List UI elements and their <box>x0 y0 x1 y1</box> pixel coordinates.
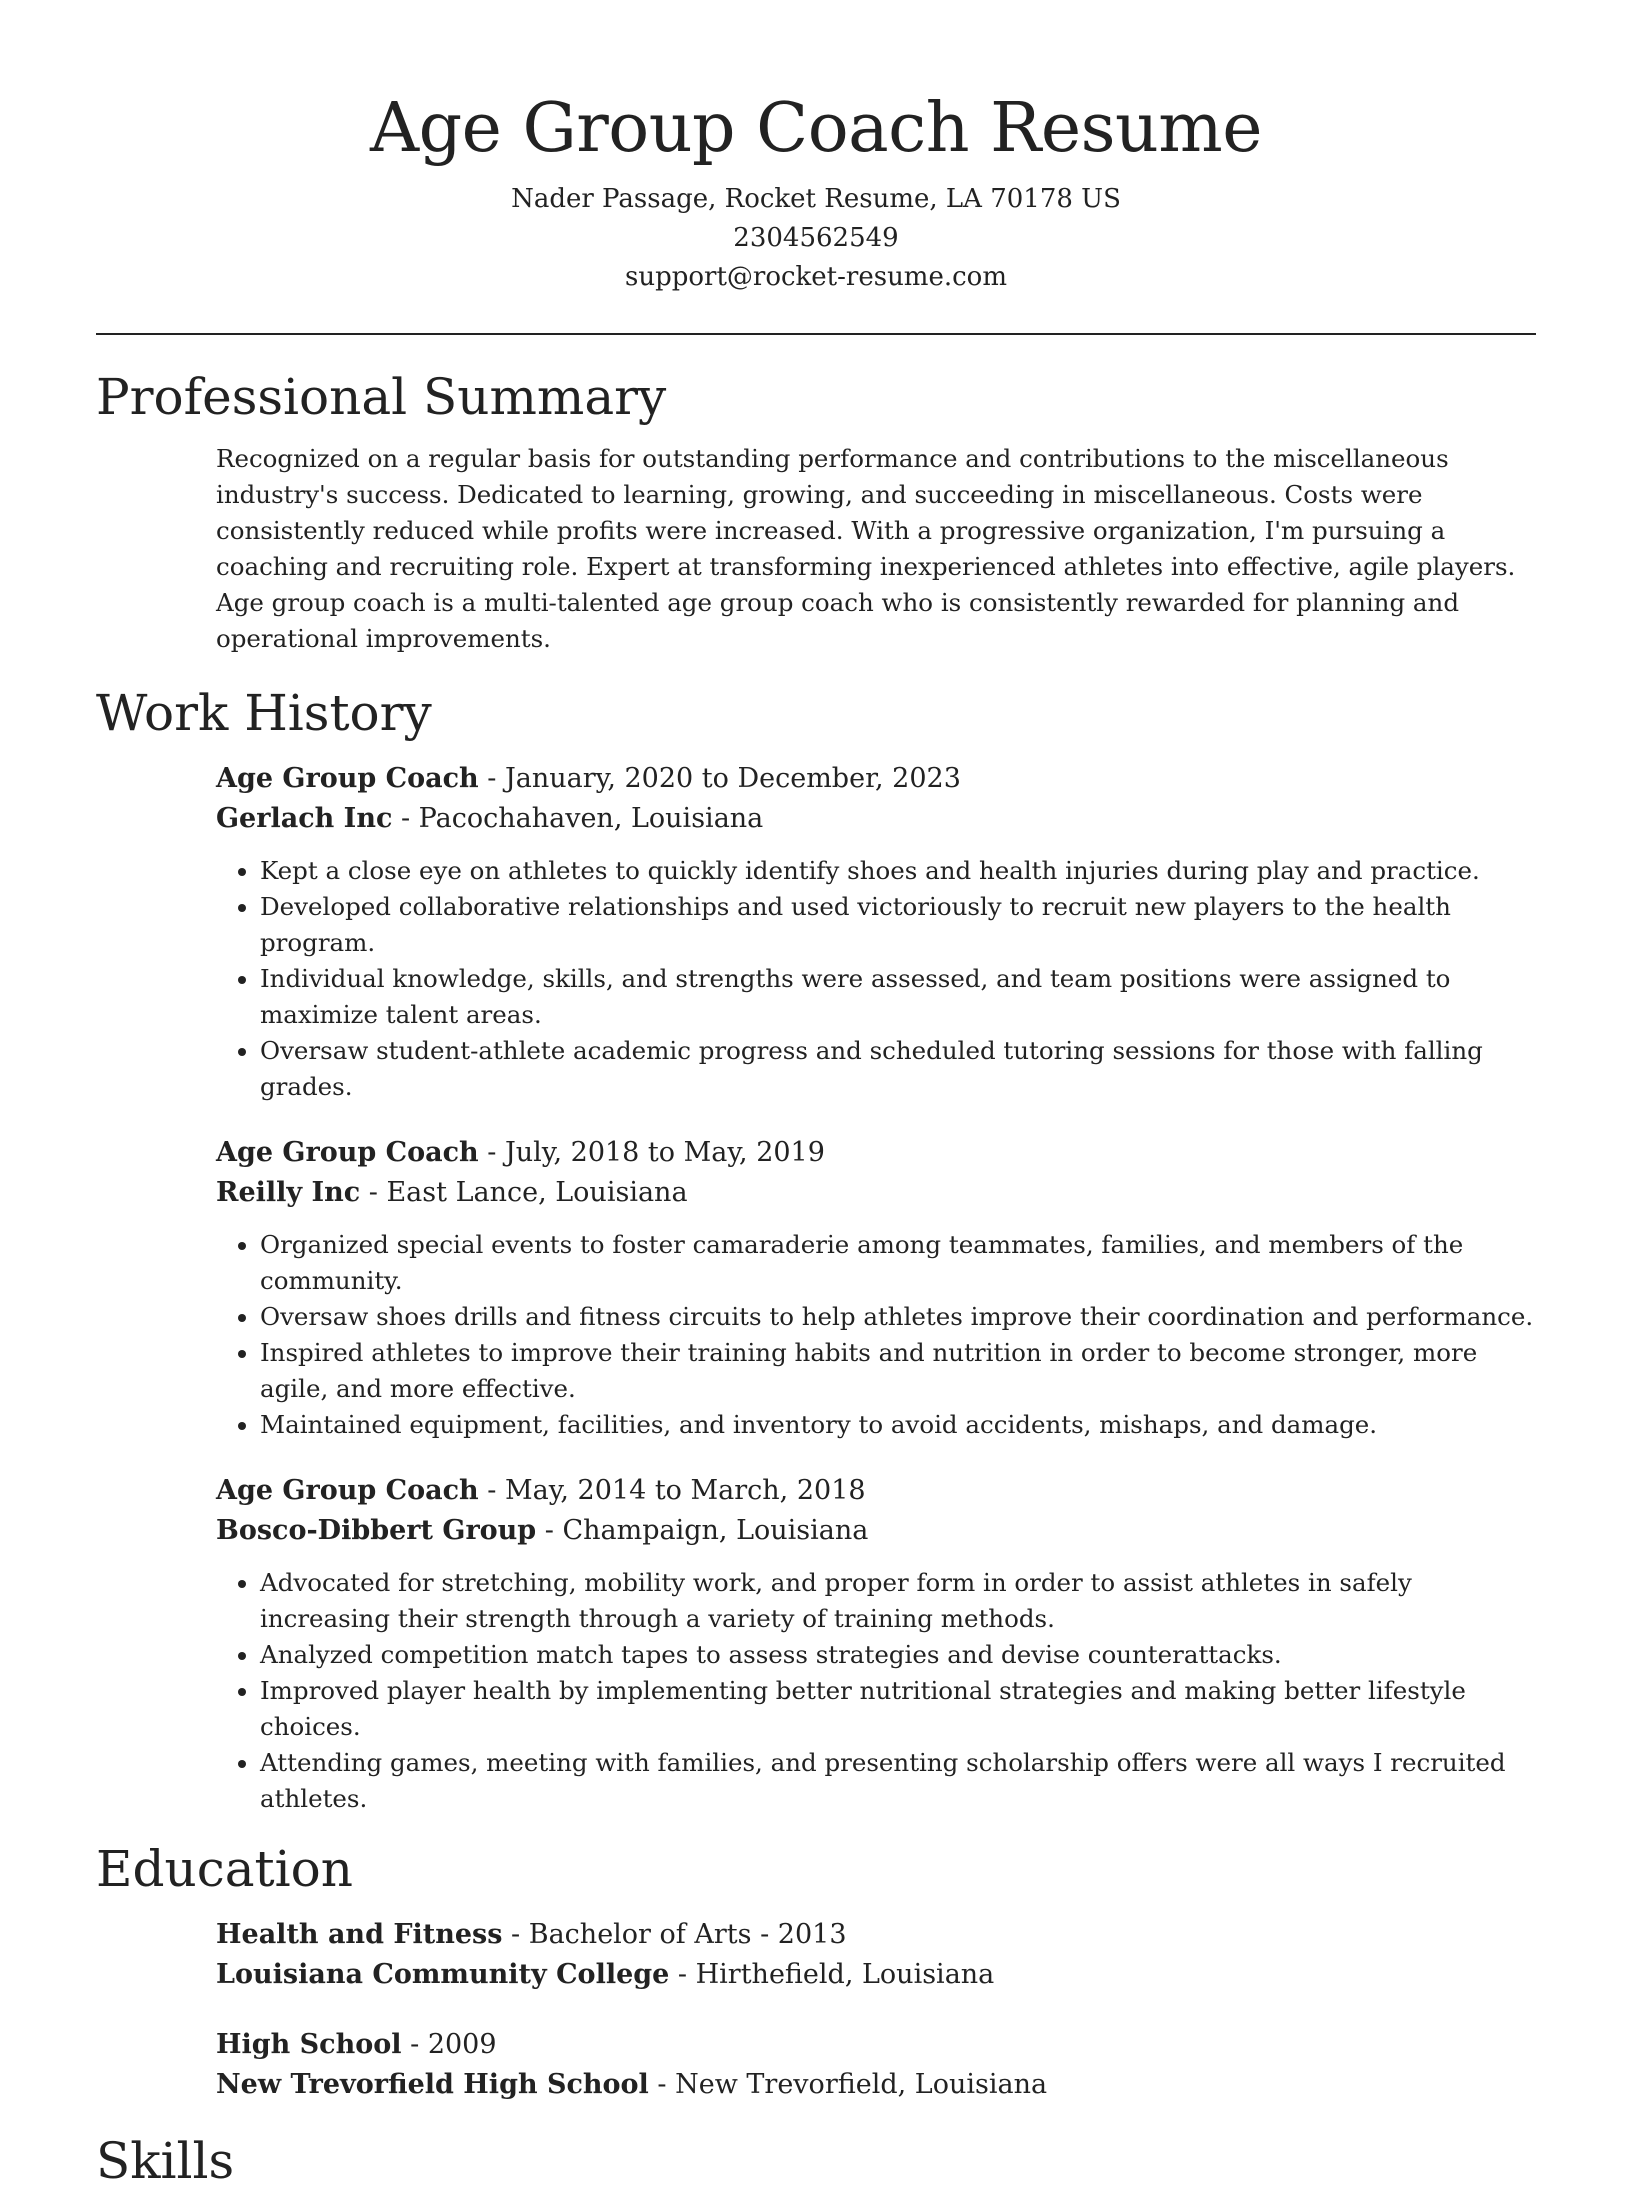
job-dates: - May, 2014 to March, 2018 <box>478 1475 866 1506</box>
job-bullet: • Oversaw student-athlete academic progress and scheduled tutoring sessions for those with falling grades. <box>260 1033 1541 1105</box>
job-entry <box>216 759 1541 1105</box>
education-degree-year: - Bachelor of Arts - 2013 <box>502 1919 847 1950</box>
job-location: - Champaign, Louisiana <box>536 1515 869 1546</box>
job-title: Age Group Coach <box>216 763 479 794</box>
resume-title: Age Group Coach Resume <box>369 89 1263 168</box>
education-field: High School <box>216 2029 402 2060</box>
job-dates: - July, 2018 to May, 2019 <box>478 1137 825 1168</box>
education-field: Health and Fitness <box>216 1919 503 1950</box>
education-degree-line <box>216 2025 1541 2065</box>
section-title-skills: Skills <box>96 2132 235 2190</box>
job-company: Gerlach Inc <box>216 803 393 834</box>
section-title-summary: Professional Summary <box>96 368 667 426</box>
job-title-line <box>216 1471 1541 1511</box>
professional-summary-section <box>96 367 1536 657</box>
job-location: - Pacochahaven, Louisiana <box>392 803 764 834</box>
education-school: New Trevorfield High School <box>216 2069 649 2100</box>
contact-info <box>96 180 1536 297</box>
education-section <box>96 1839 1536 2105</box>
summary-text: Recognized on a regular basis for outstanding performance and contributions to the miscellaneous industry's success. Dedicated to learning, growing, and succeeding in miscellaneous. Costs were consistently reduced while profits were increased. With a progressive organization, I'm pursuing a coaching and recruiting role. Expert at transforming inexperienced athletes into effective, agile players. Age group coach is a multi-talented age group coach who is consistently rewarded for planning and operational improvements. <box>216 444 1516 653</box>
contact-phone: 2304562549 <box>733 223 899 253</box>
job-bullets <box>216 853 1541 1105</box>
education-school-line <box>216 2065 1541 2105</box>
header-divider <box>96 333 1536 335</box>
job-bullet: • Attending games, meeting with families, and presenting scholarship offers were all ways I recruited athletes. <box>260 1745 1541 1817</box>
education-entry <box>216 2025 1541 2105</box>
education-location: - Hirthefield, Louisiana <box>669 1959 995 1990</box>
job-bullet: • Individual knowledge, skills, and strengths were assessed, and team positions were assigned to maximize talent areas. <box>260 961 1541 1033</box>
job-bullet: • Organized special events to foster camaraderie among teammates, families, and members of the community. <box>260 1227 1541 1299</box>
job-bullets <box>216 1565 1541 1817</box>
job-bullets <box>216 1227 1541 1443</box>
contact-address: Nader Passage, Rocket Resume, LA 70178 US <box>511 184 1121 214</box>
education-location: - New Trevorfield, Louisiana <box>648 2069 1048 2100</box>
job-company-line <box>216 1511 1541 1551</box>
job-bullet: • Improved player health by implementing better nutritional strategies and making better lifestyle choices. <box>260 1673 1541 1745</box>
job-bullet: • Oversaw shoes drills and fitness circuits to help athletes improve their coordination and performance. <box>260 1299 1541 1335</box>
section-title-education: Education <box>96 1840 353 1898</box>
skills-section <box>96 2131 1536 2191</box>
education-degree-year: - 2009 <box>401 2029 497 2060</box>
job-bullet: • Analyzed competition match tapes to assess strategies and devise counterattacks. <box>260 1637 1541 1673</box>
job-title-line <box>216 759 1541 799</box>
job-entry <box>216 1133 1541 1443</box>
education-school-line <box>216 1955 1541 1995</box>
education-degree-line <box>216 1915 1541 1955</box>
contact-email: support@rocket-resume.com <box>624 262 1007 292</box>
job-bullet: • Kept a close eye on athletes to quickly identify shoes and health injuries during play and practice. <box>260 853 1541 889</box>
job-bullet: • Developed collaborative relationships and used victoriously to recruit new players to the health program. <box>260 889 1541 961</box>
job-bullet: • Maintained equipment, facilities, and inventory to avoid accidents, mishaps, and damage. <box>260 1407 1541 1443</box>
job-company-line <box>216 1173 1541 1213</box>
job-dates: - January, 2020 to December, 2023 <box>478 763 961 794</box>
education-entry <box>216 1915 1541 1995</box>
job-company: Reilly Inc <box>216 1177 361 1208</box>
resume-page <box>96 0 1536 2191</box>
job-company: Bosco-Dibbert Group <box>216 1515 537 1546</box>
job-title: Age Group Coach <box>216 1137 479 1168</box>
job-bullet: • Advocated for stretching, mobility work, and proper form in order to assist athletes in safely increasing their strength through a variety of training methods. <box>260 1565 1541 1637</box>
section-title-work: Work History <box>96 684 432 742</box>
job-entry <box>216 1471 1541 1817</box>
job-title-line <box>216 1133 1541 1173</box>
job-location: - East Lance, Louisiana <box>360 1177 688 1208</box>
education-school: Louisiana Community College <box>216 1959 670 1990</box>
job-company-line <box>216 799 1541 839</box>
job-bullet: • Inspired athletes to improve their training habits and nutrition in order to become stronger, more agile, and more effective. <box>260 1335 1541 1407</box>
work-history-section <box>96 683 1536 1817</box>
job-title: Age Group Coach <box>216 1475 479 1506</box>
